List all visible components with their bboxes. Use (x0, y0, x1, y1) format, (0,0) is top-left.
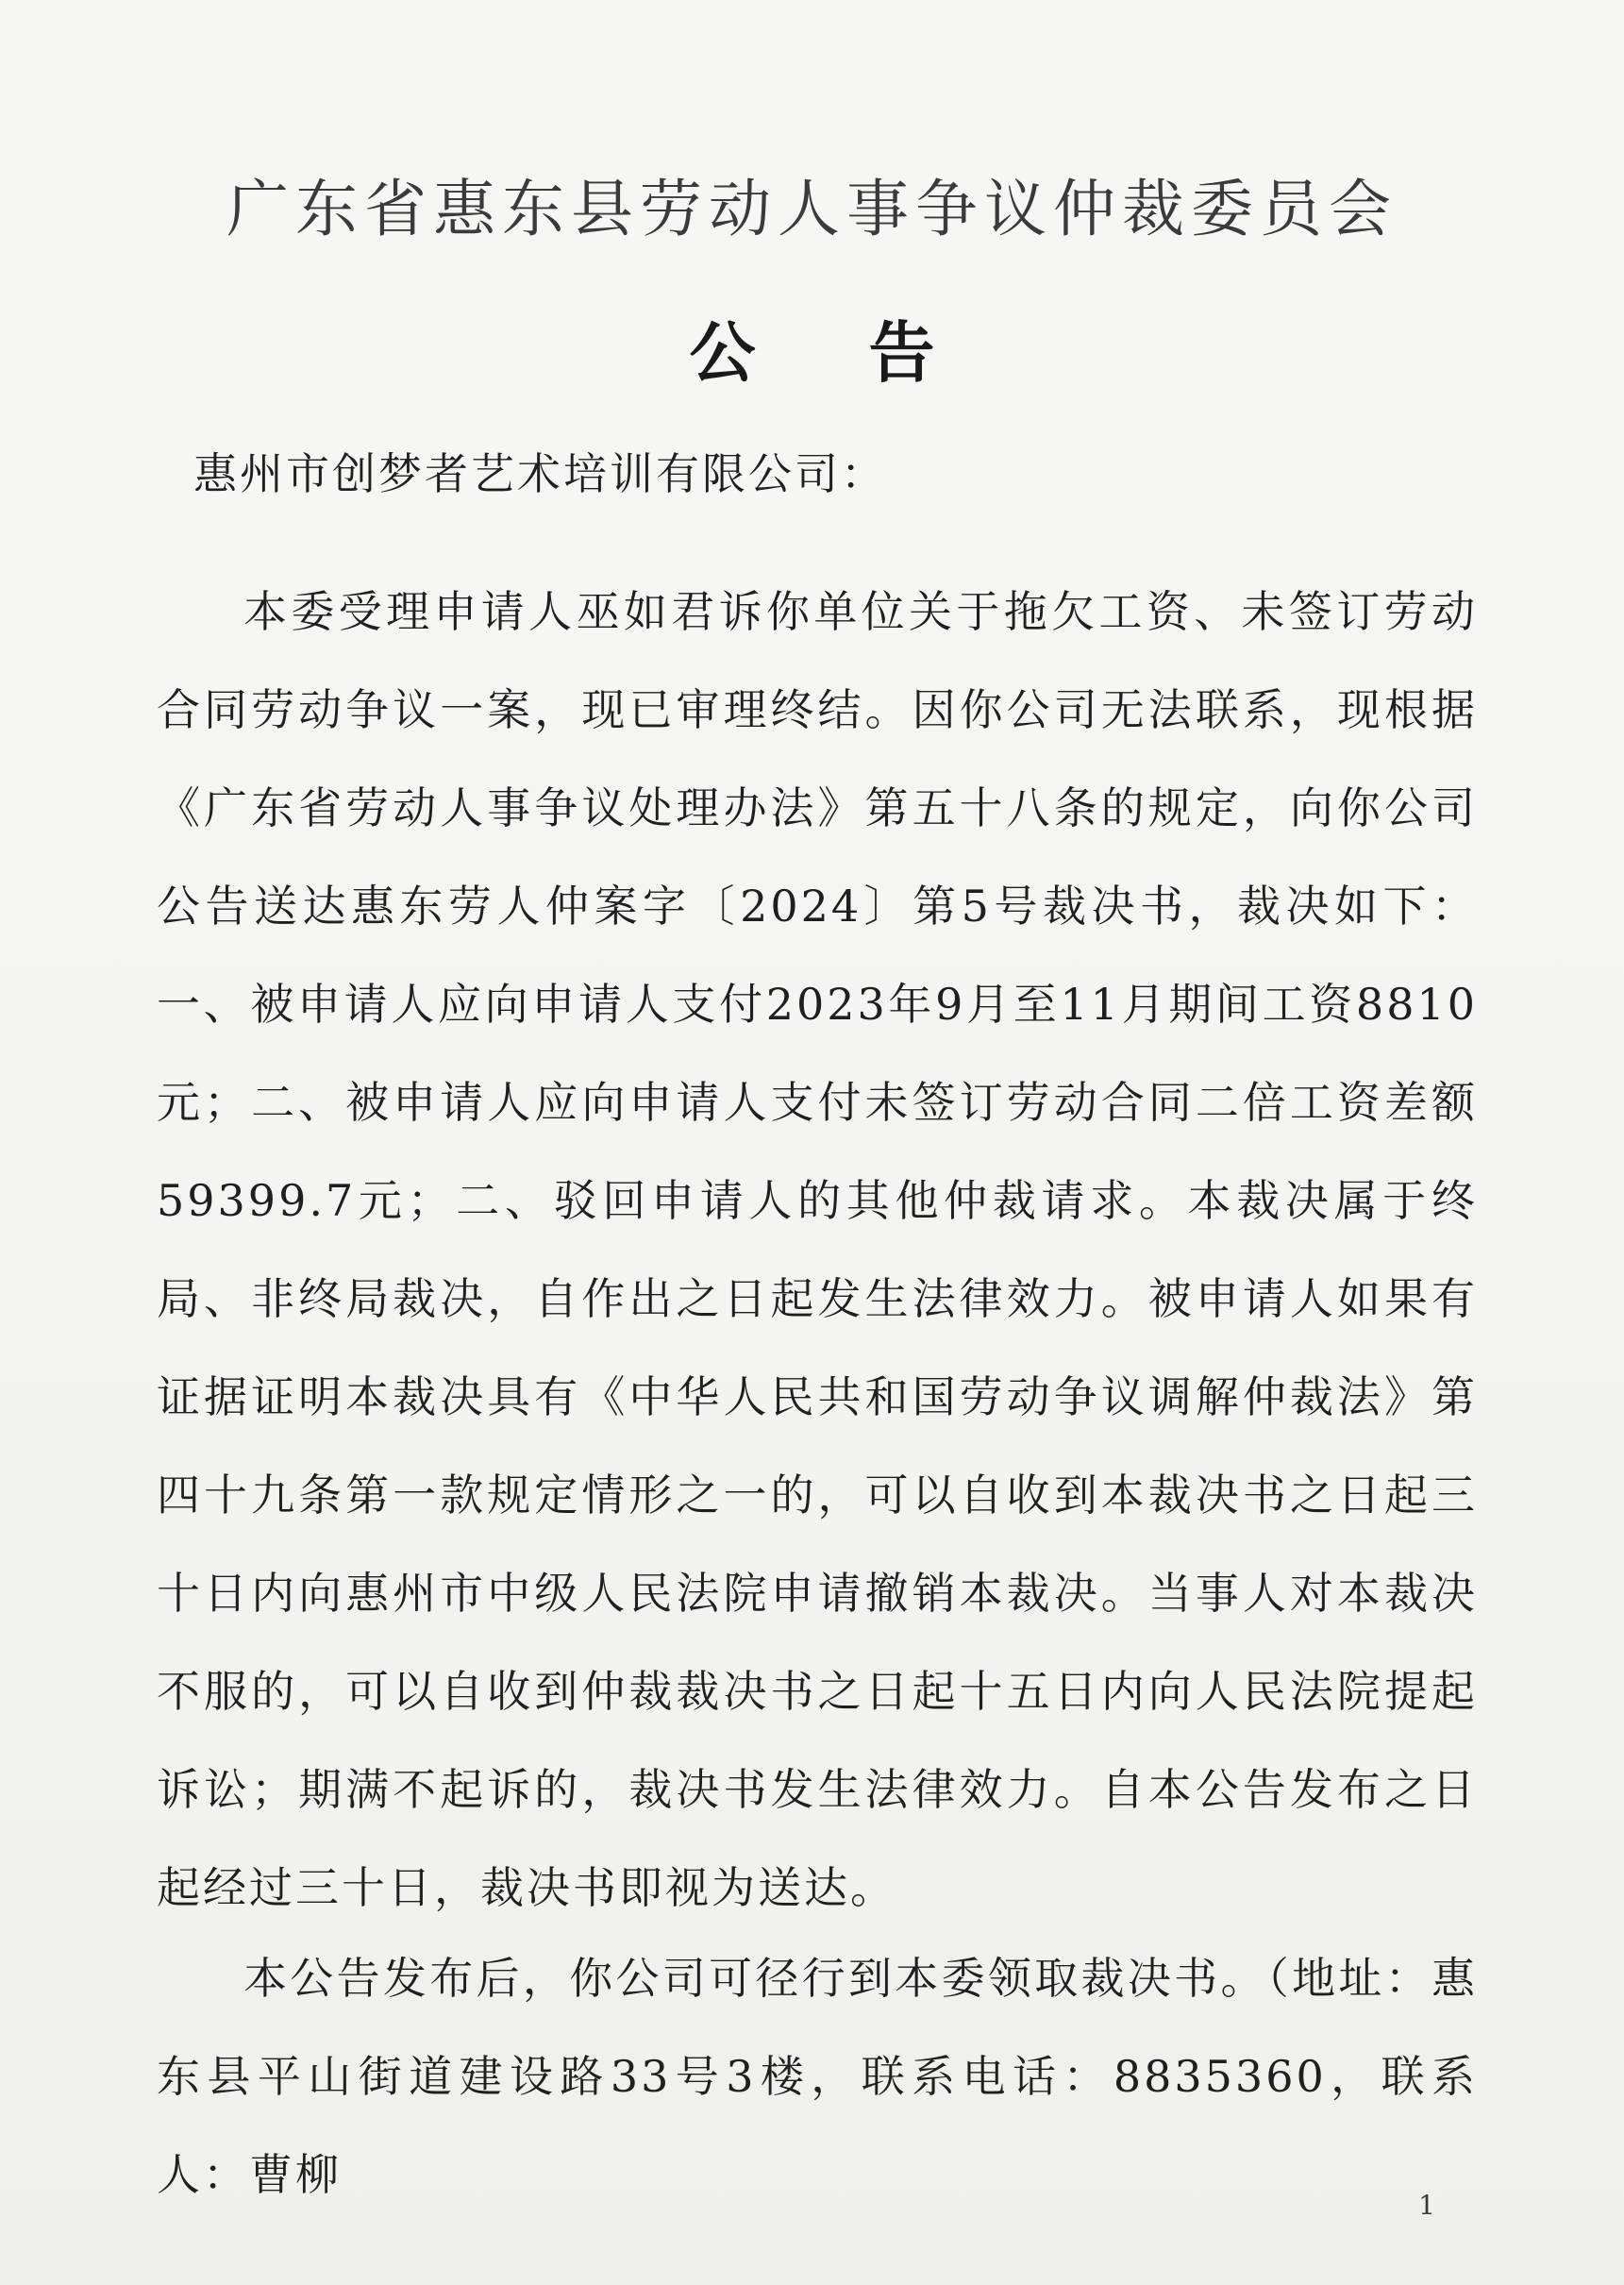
recipient-line: 惠州市创梦者艺术培训有限公司： (193, 448, 887, 499)
document-type-heading: 公告 (689, 313, 1048, 392)
body-paragraph-ruling: 本委受理申请人巫如君诉你单位关于拖欠工资、未签订劳动合同劳动争议一案，现已审理终结。因你公司无法联系，现根据《广东省劳动人事争议处理办法》第五十八条的规定，向你公司公告送达惠东劳人仲案字〔2024〕第5号裁决书，裁决如下：一、被申请人应向申请人支付2023年9月至11月期间工资8810元；二、被申请人应向申请人支付未签订劳动合同二倍工资差额59399.7元；二、驳回申请人的其他仲裁请求。本裁决属于终局、非终局裁决，自作出之日起发生法律效力。被申请人如果有证据证明本裁决具有《中华人民共和国劳动争议调解仲裁法》第四十九条第一款规定情形之一的，可以自收到本裁决书之日起三十日内向惠州市中级人民法院申请撤销本裁决。当事人对本裁决不服的，可以自收到仲裁裁决书之日起十五日内向人民法院提起诉讼；期满不起诉的，裁决书发生法律效力。自本公告发布之日起经过三十日，裁决书即视为送达。 (157, 586, 1478, 1913)
issuing-organization-title: 广东省惠东县劳动人事争议仲裁委员会 (226, 173, 1398, 245)
body-paragraph-collection: 本公告发布后，你公司可径行到本委领取裁决书。（地址：惠东县平山街道建设路33号3楼，联系电话：8835360，联系人：曹柳 (157, 1953, 1478, 2200)
page-number: 1 (1418, 2190, 1435, 2221)
